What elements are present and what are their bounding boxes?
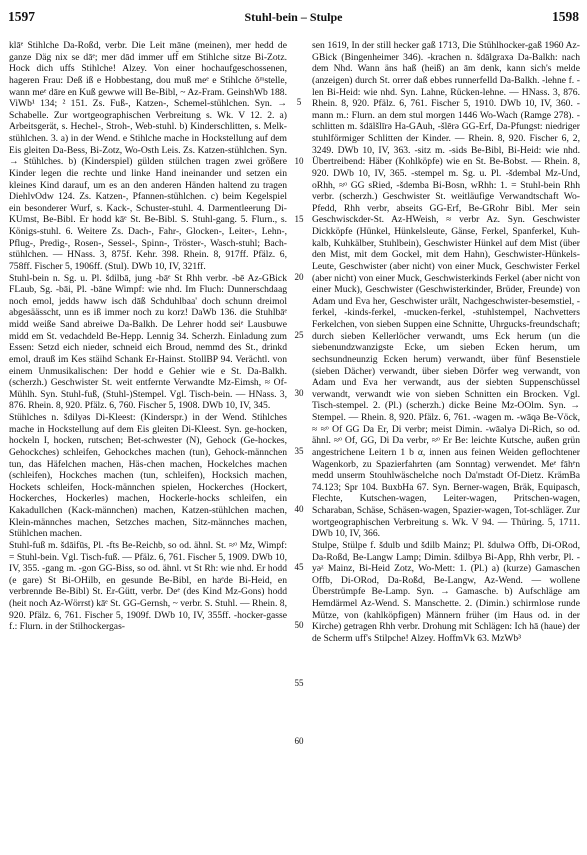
line-number: 15 xyxy=(294,214,304,224)
entry-stuhl-continued: klāᵉ Stihlche Da-Roßd, verbr. Die Leit māne (meinen), mer hedd de ganze Däg nix se dāᵉ; mer dād immer uff̆ em Stihlche sitze Bi-Zotz. Hock dich uffs Stihlche! Alzey. Von einer hochaufgeschossenen, hageren Frau: Deß iß e Hobbestang, dou muß meᵉ e Stihlche ŏᵐstelle, wann meᵉ dāre en Kuß gewwe will Be-Bibl, ~ Az-Fram. GeinshWb 188. ViWb¹ 134; ² 151. Zs. Fuß-, Katzen-, Schemel-stühlchen. Syn. → Schabelle. Zur wortgeographischen Verbreitung s. Wk. V 12. 2. a) Arbeitsgerät, s. Hechel-, Stroh-, Web-stuhl. b) Kinderschlitten, s. Melk-stühlchen. 3. a) in der Wend. e Stihlche mache in Hockstellung auf dem Eis gleiten Da-Bess, Bi-Zotz, Wo-Osth Leis. Zs. Katzen-stühlchen. Syn. → Stühlches. b) (Kinderspiel) gülden stülchen tragen zwei größere Kinder legen die rechte und linke Hand ineinander und setzen ein kleines Kind darauf, um es an den anderen Händen haltend zu tragen DiehlvOdw 124. Zs. Katzen-, Pfannen-stühlchen. c) beim Kegelspiel ein besonderer Wurf, s. Kack-, Schuster-stuhl. 4. Darmentleerung Di-KUmst, Be-Bibl. Er hodd kāᵉ St. Be-Bibl. S. Stuhl-gang. 5. Flurn., s. Königs-stuhl. 6. Weitere Zs. Dach-, Fahr-, Glocken-, Leiter-, Lehn-, Pflug-, Predig-, Rosen-, Sessel-, Spinn-, Tröster-, Wasch-stuhl; Bach-stühlchen. — HNass. 3, 875f. Kehr. 398. Rhein. 8, 917ff. Pfälz. 6, 758ff. Fischer 5, 1906ff. (Stul). DWb 10, IV, 321ff. xyxy=(9,40,287,272)
line-number: 5 xyxy=(296,97,302,107)
entry-stuehlches: Stühlches n. šdilyəs Di-Kleest: (Kinderspr.) in der Wend. Stihlches mache in Hockstellung auf dem Eis gleiten Di-Kleest. Syn. ge-hocken, hockeln I, hocken, rutschen; Bet-schwester (N), Gehock (Ge-hockes, Gehockches) schleifen, Gehockches machen (tun), Gehock-männchen tun, das Häfelchen machen, Häs-chen machen, Hockelches machen (schleifen), Hockches machen (tun, schleifen), Hocksich machen, Hockets schleifen, Hock-männchen spielen, Hockerches (Hockert, Hockerches, Hockerles) machen, Hockerle-hocks schleifen, ein Kakadullchen (Kack-männchen) machen, Katzen-stühlchen machen, Klein-männches machen, Setzches machen, Sitz-männches machen, Stühlchen machen. xyxy=(9,412,287,540)
line-numbers xyxy=(288,40,310,850)
entry-stuhl-compounds: sen 1619, In der still hecker gaß 1713, Die Stühlhocker-gaß 1960 Az-GBick (Bingenheimer 346). -krachen n. šdālgraxə Da-Balkh: nach dem Nhd. Wann äns haß (heiß) an ām denk, kann sich's melde (anzeigen) durch St. orrer daß ebbes runnerfelld Da-Balkh. -lehne f. -len Bi-Heid: wie nhd. Syn. Lahne, Rücken-lehne. — HNass. 3, 876. Rhein. 8, 920. Pfälz. 6, 761. Fischer 5, 1910. DWb 10, IV, 360. -mann m.: Flurn. an dem stul morgen 1446 Wo-Wach (Ramge 278). -schlitten m. šdālšlīrə Ha-GAuh, -šlērə GG-Erf, Da-Pfungst: niedriger stuhlförmiger Schlitten der Kinder. — Rhein. 8, 920. Fischer 6, 2, 3249. DWb 10, IV, 363. -sitz m. -sids Be-Bibl, Bi-Heid: wie nhd. Übertreibend: Häber (Kohlköpfe) wie en St. Be-Bobst. — Rhein. 8, 920. DWb 10, IV, 365. -stempel m. Sg. u. Pl. -šdembəl Mz-Und, oRhh, ≈ᵒ GG sRied, -šdemba Bi-Bosn, wRhh: 1. = Stuhl-bein Rhh verbr. (scherzh.) Geschwister St. weitläufige Verwandtschaft Wo-Pfedd, Rhh verbr, abseits GG-Erf, Be-GRohr Bibl. Mer sein Geschwisckder-St. Az-HWeish, ≈ verbr Az. Syn. Geschwister Dickköpfe (Hünkel, Hünkelsleute, Gänse, Ferkel, Spanferkel, Kuh-kalb, Kuhkälber, Stuhlbein), Geschwister Hünkel auf dem Mist (über den Mist, mit dem Gockel, mit dem Hahn), Geschwister-Hünkels-Leute, Geschwister (aber nicht) von einer Muck, Geschwister Ferkel (aber nicht) von einer Muck, Geschwisterkinds Ferkel (aber nicht von einer Muck), Geschwister (Geschwisterkinder, Brüder, Freunde) von Adam und Eva her, Geschwister urält, Nachgeschwister-besemstiel, -ferkel, -kinds-ferkel, -mucken-ferkel, -stuhlstempel, Nachvetters Ferkelchen, von sieben Suppen eine Schnitte, Uhrgucks-freundschaft; durch sieben Kellerlöcher verwandt, ums Eck herum (un die siebenundzwanzigste Ecke, um sieben Ecken herum, um sechsundneunzig Ecken herum) verwandt, über fünf Besenstiele (sieben Dächer) verwandt, über sieben Dörfer weg verwandt, von Adam und Eva her verwandt, aus der siebten Suppenschüssel verwandt, verwandt wie von sieben Schnitten ein Brocken. Vgl. Tisch-stempel. 2. (Pl.) (scherzh.) dicke Beine Mz-OOlm. Syn. → Stempel. — Rhein. 8, 920. Pfälz. 6, 761. -wagen m. -wāqə Be-Vöck, ≈ ≈ᵒ Of GG Da Er, Di verbr; meist Dimin. -wāəlyə Di-Rich, so od. ähnl. ≈ᵒ Of, GG, Di Da verbr, ≈ᵒ Er Be: leichte Kutsche, außen grün angestrichene Leitern 1 b α, innen aus feinen Weiden geflochtener Wagenkorb, zu Spazierfahrten (am Sonntag) verwendet. Meᵉ fāhᵉn medd unserm Stouhlwäschelche noch Da'mstadt Of-Dietz. KrämBa 74.123; Spr 104. BuxbHa 67. Syn. Berner-wagen, Bräk, Equipasch, Flechte, Kutschen-wagen, Leiter-wagen, Pritschen-wagen, Scharaban, Schäse, Schäsen-wagen, Spazier-wagen, Tot-schläger. Zur wortgeographischen Verbreitung s. Wk. V 94. — Thüring. 5, 1711. DWb 10, IV, 366. xyxy=(312,40,580,540)
right-column xyxy=(312,40,580,850)
line-number: 60 xyxy=(294,736,304,746)
entry-stulpe: Stulpe, Stülpe f. šdulb und šdilb Mainz; Pl. šdulwə Offb, Di-ORod, Da-Roßd, Be-Langw Lamp; Dimin. šdilbyə Bi-App, Rhh verbr, Pl. -yəᶻ Mainz, Bi-Heid Zotz, Wo-Mett: 1. (Pl.) a) (kurze) Gamaschen Offb, Di-ORod, Da-Roßd, Be-Langw, Az-Wend. — wollene Überstrümpfe Be-Lamp. Syn. → Gamasche. b) Aufschläge am Hemdärmel Az-Wend. S. Manschette. 2. (Dimin.) schirmlose runde Mütze, von (kahlköpfigen) Männern früher (im Haus od. in der Kirche) getragen Rhh verbr. Drohung mit Schlägen: Ich hā (haue) der de Scherm uff's Stilpche! Alzey. HoffmVk 63. MzWb³ xyxy=(312,539,580,644)
entry-stuhl-bein: Stuhl-bein n. Sg. u. Pl. šdilbā, jung -bāᵉ St Rhh verbr. -bē Az-GBick FLaub, Sg. -bāi, Pl. -bāne Wimpf: wie nhd. Im Fluch: Dunnerschdaag noch emol, jedds haww isch dāß Schduhlbaa' doch schunn dreimol abgesäässcht, unn es iß immer noch zu korz! DaWb 136. die Stuhlbāᵉ midd weiße Sand abreiwe Da-Balkh. De Lehrer hodd seiᵉ Lausbuwe midd em St. vedachdeld Be-Hepp. Lennig 34. Scherzh. Einladung zum Essen: Setzd eich nieder, schneid eich Broud, nemmd des St., drinkd emol, drauß im Kes stäihd Schank Er-Hainst. StollBP 94. Verächtl. von einem Unmusikalischen: Der hodd e Gehier wie e St. Da-Balkh. (scherzh.) Geschwister St. weit entfernte Verwandte Mz-Eimsh, ≈ Of-Mühlh. Syn. Stuhl-fuß, (Stuhl-)Stempel. Vgl. Tisch-bein. — HNass. 3, 876. Rhein. 8, 920. Pfälz. 6, 760. Fischer 5, 1908. DWb 10, IV, 345. xyxy=(9,272,287,412)
line-number: 25 xyxy=(294,330,304,340)
line-number: 10 xyxy=(294,156,304,166)
line-number: 40 xyxy=(294,504,304,514)
entry-stuhl-fuss: Stuhl-fuß m. šdāifūs, Pl. -fts Be-Reichb, so od. ähnl. St. ≈ᵒ Mz, Wimpf: = Stuhl-bein. Vgl. Tisch-fuß. — Pfälz. 6, 761. Fischer 5, 1909. DWb 10, IV, 355. -gang m. -gon GG-Biss, so od. ähnl. vt St Rh: wie nhd. Er hodd (e gare) St Bi-OHilb, en gesunde Be-Bibl, en haᵉde Bi-Heid, en verbrennde Be-Bibl) St. Er-Gütt, verbr. Deᵉ (des Kind Mz-Gons) hodd (heit noch Az-Wörrst) kāᵉ St. GG-Gernsh, ~ verbr. S. Stuhl. — Rhein. 8, 920. Pfälz. 6, 761. Fischer 5, 1909f. DWb 10, IV, 355ff. -hocker-gasse f.: Flurn. in der Stilhockergas- xyxy=(9,539,287,633)
page-header xyxy=(8,6,579,28)
page-number-right: 1598 xyxy=(552,9,579,24)
line-number: 50 xyxy=(294,620,304,630)
line-number: 20 xyxy=(294,272,304,282)
running-title: Stuhl-bein – Stulpe xyxy=(244,10,343,24)
line-number: 55 xyxy=(294,678,304,688)
line-number: 30 xyxy=(294,388,304,398)
left-column xyxy=(9,40,287,850)
line-number: 35 xyxy=(294,446,304,456)
line-number: 45 xyxy=(294,562,304,572)
page-number-left: 1597 xyxy=(8,9,35,24)
